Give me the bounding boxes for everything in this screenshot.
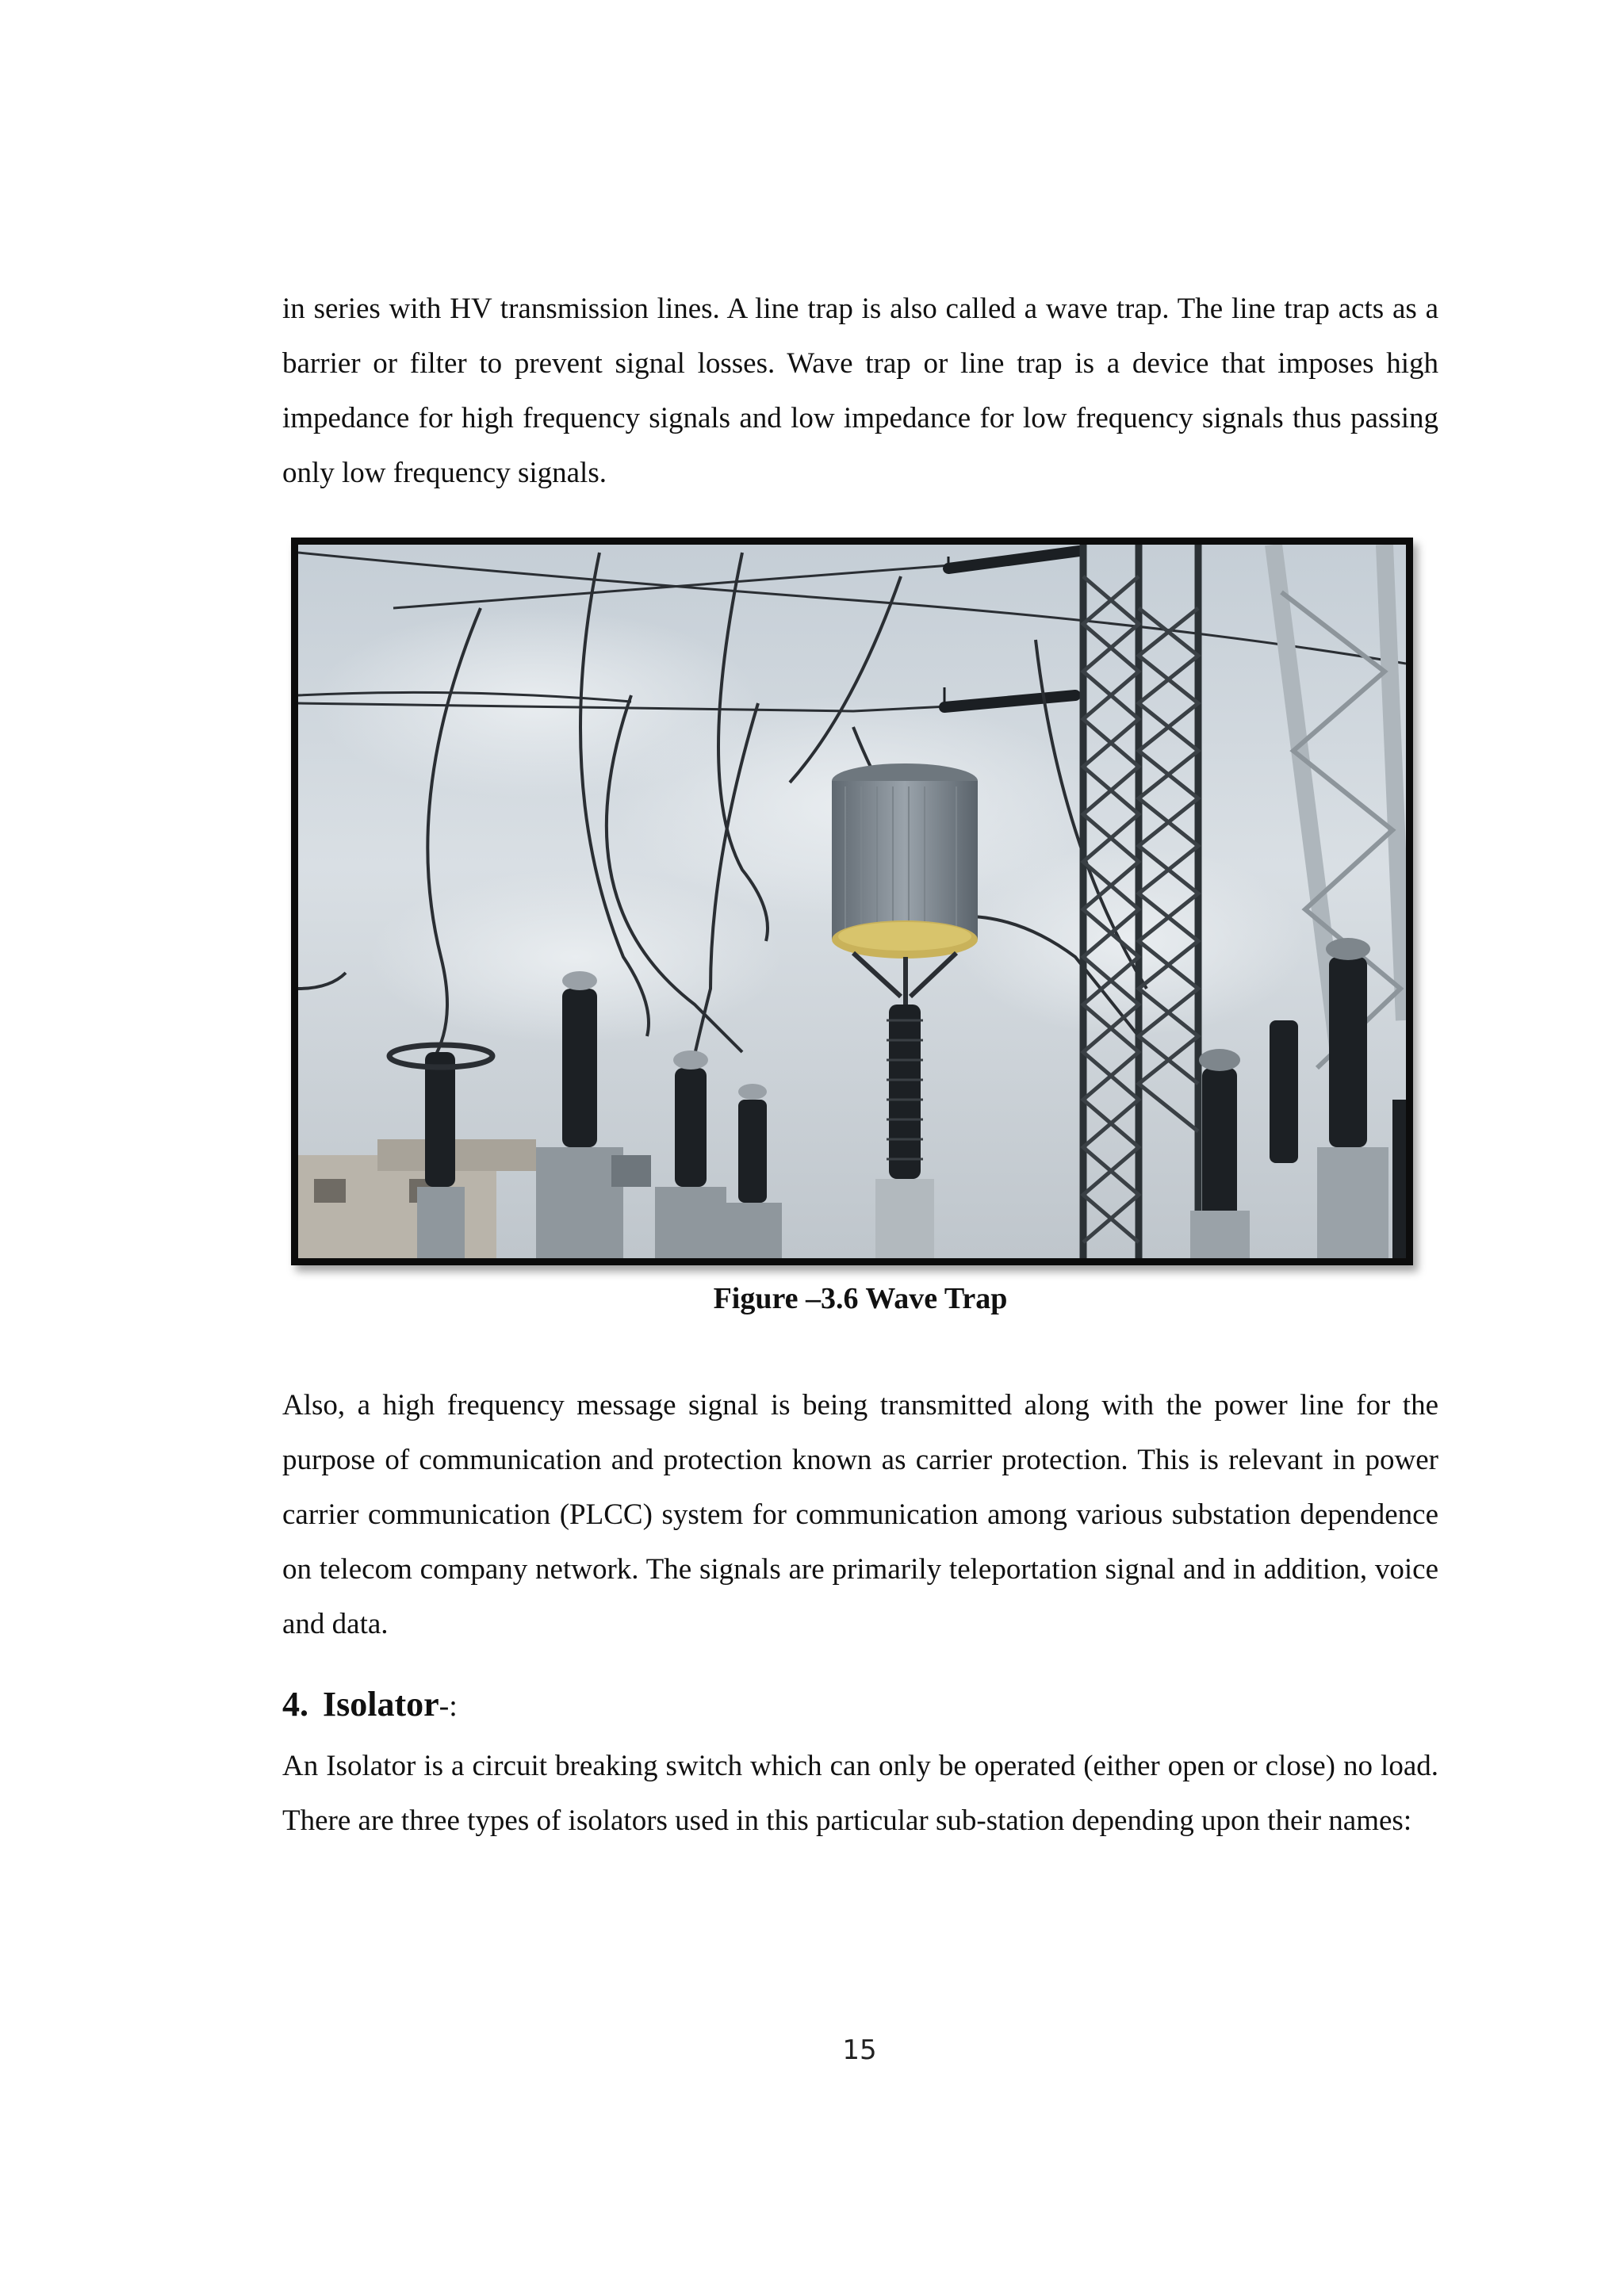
carrier-paragraph: Also, a high frequency message signal is being transmitted along with the power line for the purpose of communication and protection known as carrier protection. This is relevant in power carrier communication (PLCC) system for communication among various substation dependence on telecom company network. The signals are primarily teleportation signal and in addition, voice and data. [282, 1389, 1438, 1640]
section-title-suffix: -: [439, 1689, 458, 1723]
isolator-paragraph: An Isolator is a circuit breaking switch which can only be operated (either open or close) no load. There are three types of isolators used in this particular sub-station depending upon their names: [282, 1750, 1438, 1837]
wave-trap-figure [291, 538, 1413, 1265]
figure-caption: Figure –3.6 Wave Trap [713, 1282, 1008, 1315]
wave-trap-photo [298, 545, 1406, 1258]
page-number: 15 [842, 2034, 877, 2066]
section-number: 4. [282, 1685, 308, 1724]
section-heading [282, 1679, 458, 1732]
intro-paragraph: in series with HV transmission lines. A line trap is also called a wave trap. The line trap acts as a barrier or filter to prevent signal losses. Wave trap or line trap is a device that imposes high impedance for high frequency signals and low impedance for low frequency signals thus passing only low frequency signals. [282, 293, 1438, 489]
section-title: Isolator [323, 1685, 439, 1724]
